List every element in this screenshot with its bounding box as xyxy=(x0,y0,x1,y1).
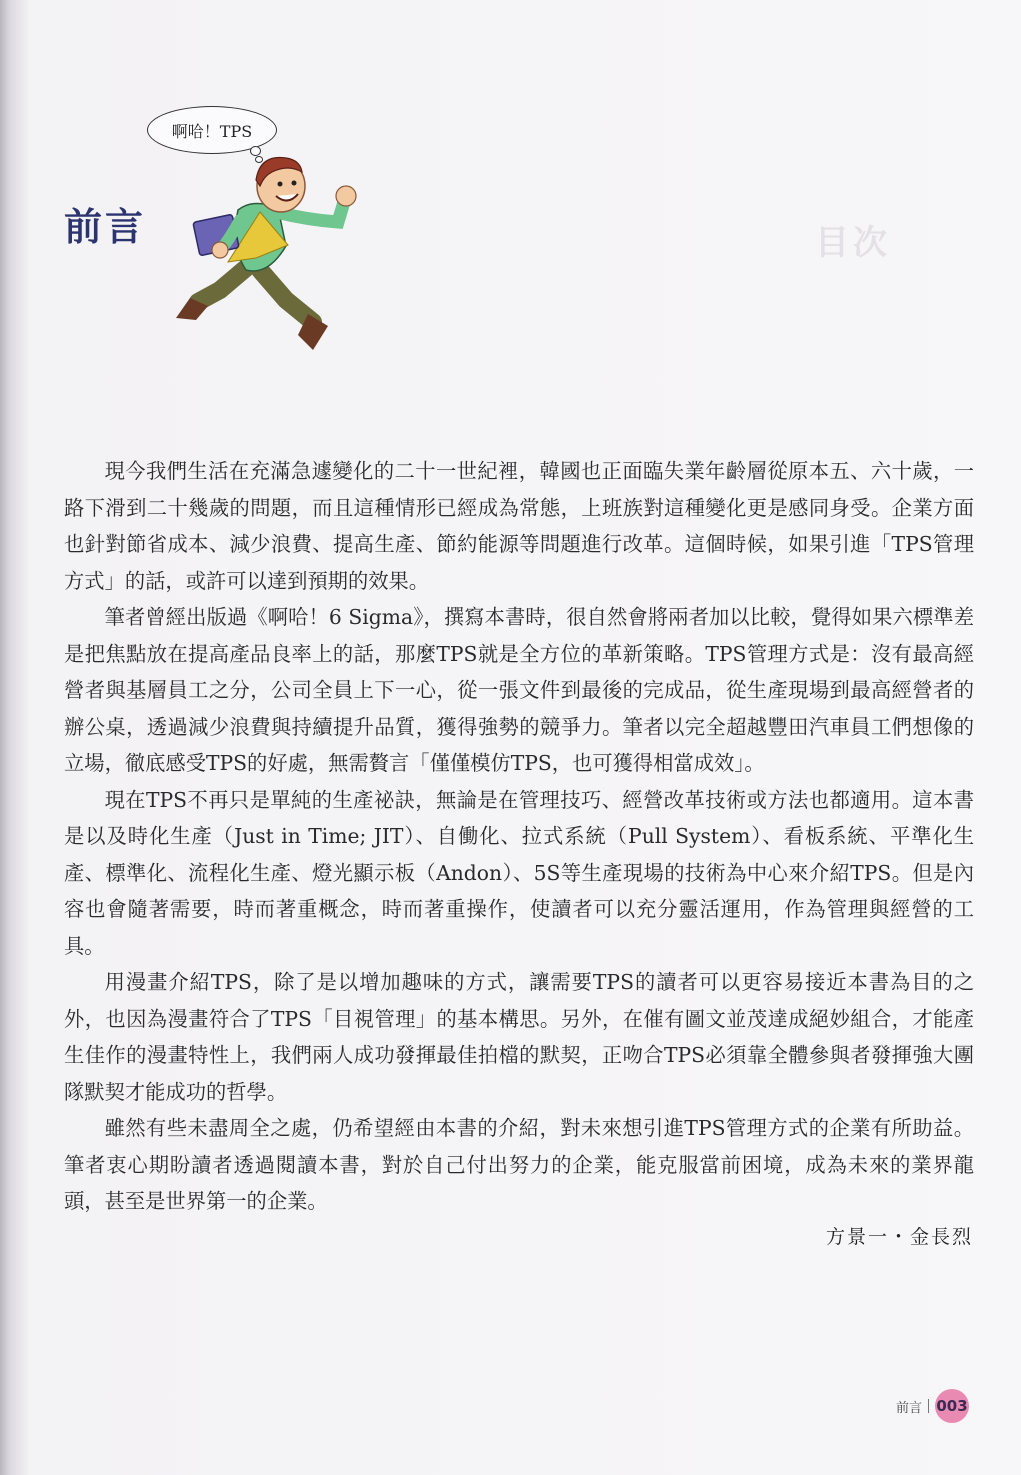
bleedthrough-toc-title: 目次 xyxy=(815,223,891,263)
page-heading: 前言 xyxy=(64,204,147,249)
paragraph: 現在TPS不再只是單純的生產祕訣，無論是在管理技巧、經營改革技術或方法也都適用。這本書是以及時化生產（Just in Time; JIT）、自働化、拉式系統（Pull System）、看板系統、平準化生產、標準化、流程化生產、燈光顯示板（Andon）、5S等生產現場的技術為中心來介紹TPS。但是內容也會隨著需要，時而著重概念，時而著重操作，使讀者可以充分靈活運用，作為管理與經營的工具。 xyxy=(64,787,974,958)
running-businessman-illustration xyxy=(168,150,368,365)
paragraph: 雖然有些未盡周全之處，仍希望經由本書的介紹，對未來想引進TPS管理方式的企業有所助益。筆者衷心期盼讀者透過閱讀本書，對於自己付出努力的企業，能克服當前困境，成為未來的業界龍頭，甚至是世界第一的企業。 xyxy=(64,1116,974,1213)
paragraph: 用漫畫介紹TPS，除了是以增加趣味的方式，讓需要TPS的讀者可以更容易接近本書為目的之外，也因為漫畫符合了TPS「目視管理」的基本構思。另外，在催有圖文並茂達成絕妙組合，才能產生佳作的漫畫特性上，我們兩人成功發揮最佳拍檔的默契，正吻合TPS必須靠全體參與者發揮強大團隊默契才能成功的哲學。 xyxy=(64,970,974,1104)
page-number-badge: 003 xyxy=(935,1389,969,1423)
page-footer xyxy=(896,1388,969,1424)
footer-divider xyxy=(928,1399,929,1413)
paragraph: 筆者曾經出版過《啊哈！6 Sigma》，撰寫本書時，很自然會將兩者加以比較，覺得如果六標準差是把焦點放在提高產品良率上的話，那麼TPS就是全方位的革新策略。TPS管理方式是：沒有最高經營者與基層員工之分，公司全員上下一心，從一張文件到最後的完成品，從生產現場到最高經營者的辦公桌，透過減少浪費與持續提升品質，獲得強勢的競爭力。筆者以完全超越豐田汽車員工們想像的立場，徹底感受TPS的好處，無需贅言「僅僅模仿TPS，也可獲得相當成效」。 xyxy=(64,605,974,775)
speech-bubble-text: 啊哈！TPS xyxy=(171,121,253,141)
preface-body xyxy=(64,453,974,1220)
paragraph: 現今我們生活在充滿急遽變化的二十一世紀裡，韓國也正面臨失業年齡層從原本五、六十歲，一路下滑到二十幾歲的問題，而且這種情形已經成為常態，上班族對這種變化更是感同身受。企業方面也針對節省成本、減少浪費、提高生產、節約能源等問題進行改革。這個時候，如果引進「TPS管理方式」的話，或許可以達到預期的效果。 xyxy=(64,459,974,593)
running-footer-label: 前言 xyxy=(896,1400,923,1416)
author-signature: 方景一・金長烈 xyxy=(825,1226,973,1248)
